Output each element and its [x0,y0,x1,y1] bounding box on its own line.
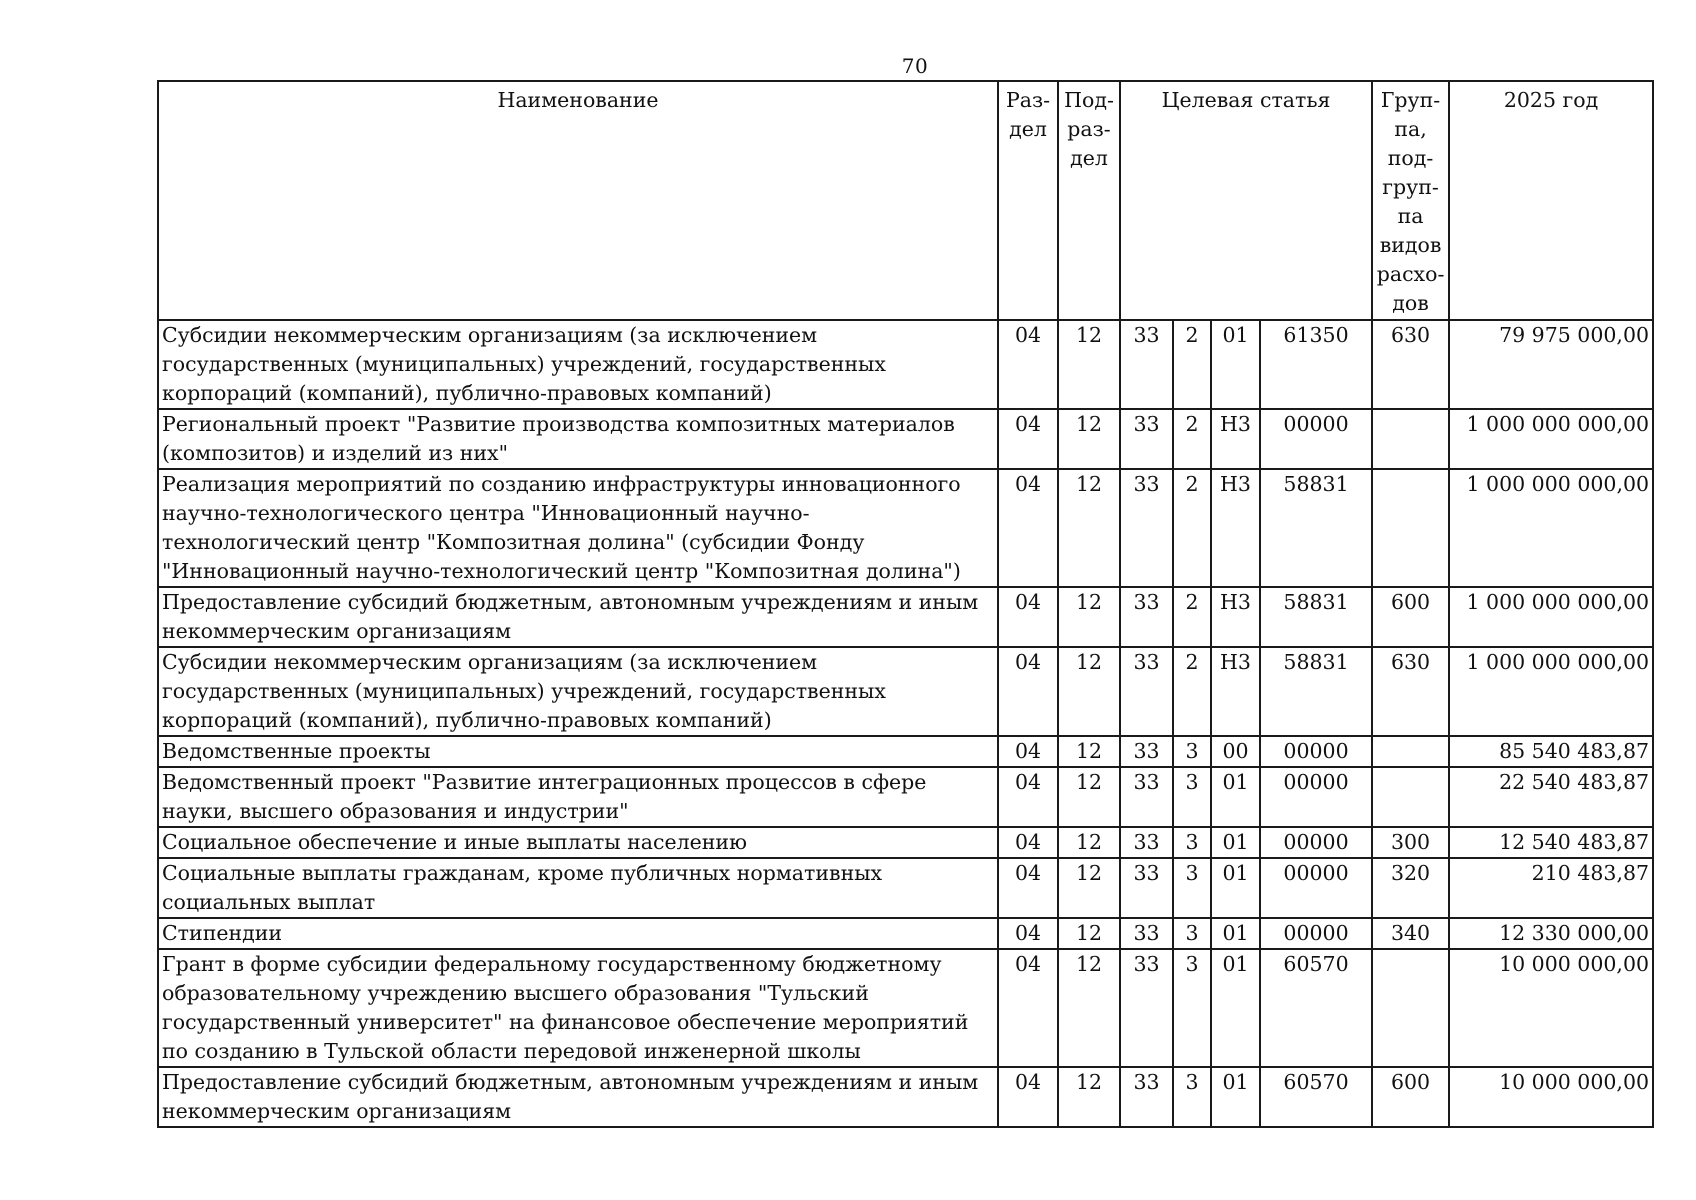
cell-amount: 12 540 483,87 [1449,827,1653,858]
cell-target-type: 2 [1173,409,1211,469]
cell-amount: 10 000 000,00 [1449,949,1653,1067]
cell-target-type: 3 [1173,736,1211,767]
cell-section: 04 [998,320,1058,409]
cell-section: 04 [998,736,1058,767]
cell-expense-group: 340 [1372,918,1449,949]
cell-name: Предоставление субсидий бюджетным, автономным учреждениям и иным некоммерческим организациям [158,1067,998,1127]
cell-expense-group: 320 [1372,858,1449,918]
cell-target-program: 33 [1120,469,1173,587]
table-row [158,827,1653,858]
cell-expense-group: 600 [1372,1067,1449,1127]
cell-target-project: 01 [1211,918,1260,949]
cell-name: Региональный проект "Развитие производства композитных материалов (композитов) и изделий из них" [158,409,998,469]
cell-target-direction: 58831 [1260,469,1372,587]
cell-name: Субсидии некоммерческим организациям (за исключением государственных (муниципальных) учреждений, государственных корпораций (компаний), публично-правовых компаний) [158,647,998,736]
budget-table [157,80,1654,1128]
table-row [158,858,1653,918]
cell-target-direction: 00000 [1260,918,1372,949]
cell-name: Грант в форме субсидии федеральному государственному бюджетному образовательному учреждению высшего образования "Тульский государственный университет" на финансовое обеспечение мероприятий по созданию в Тульской области передовой инженерной школы [158,949,998,1067]
header-expense-group: Груп- па, под- груп- па видов расхо- дов [1372,81,1449,320]
cell-section: 04 [998,409,1058,469]
cell-target-program: 33 [1120,409,1173,469]
cell-section: 04 [998,949,1058,1067]
table-header-row [158,81,1653,320]
cell-subsection: 12 [1058,736,1120,767]
cell-target-type: 3 [1173,858,1211,918]
cell-target-program: 33 [1120,918,1173,949]
cell-name: Ведомственные проекты [158,736,998,767]
cell-target-direction: 58831 [1260,647,1372,736]
cell-target-project: 01 [1211,1067,1260,1127]
cell-expense-group: 630 [1372,647,1449,736]
cell-subsection: 12 [1058,587,1120,647]
cell-section: 04 [998,918,1058,949]
cell-target-direction: 00000 [1260,827,1372,858]
cell-target-program: 33 [1120,949,1173,1067]
cell-subsection: 12 [1058,1067,1120,1127]
cell-target-type: 2 [1173,587,1211,647]
cell-target-program: 33 [1120,858,1173,918]
cell-name: Предоставление субсидий бюджетным, автономным учреждениям и иным некоммерческим организациям [158,587,998,647]
table-row [158,409,1653,469]
cell-target-type: 3 [1173,827,1211,858]
cell-amount: 1 000 000 000,00 [1449,647,1653,736]
cell-subsection: 12 [1058,949,1120,1067]
cell-target-project: 01 [1211,858,1260,918]
cell-amount: 22 540 483,87 [1449,767,1653,827]
cell-target-direction: 60570 [1260,949,1372,1067]
cell-subsection: 12 [1058,469,1120,587]
cell-target-project: Н3 [1211,587,1260,647]
cell-subsection: 12 [1058,858,1120,918]
cell-expense-group: 630 [1372,320,1449,409]
cell-amount: 210 483,87 [1449,858,1653,918]
table-row [158,320,1653,409]
cell-target-type: 3 [1173,918,1211,949]
cell-target-direction: 61350 [1260,320,1372,409]
cell-name: Стипендии [158,918,998,949]
cell-expense-group: 600 [1372,587,1449,647]
cell-expense-group [1372,949,1449,1067]
cell-target-program: 33 [1120,320,1173,409]
cell-target-project: Н3 [1211,469,1260,587]
cell-amount: 1 000 000 000,00 [1449,409,1653,469]
table-row [158,767,1653,827]
cell-target-type: 2 [1173,469,1211,587]
cell-target-type: 2 [1173,320,1211,409]
table-row [158,918,1653,949]
header-target-article: Целевая статья [1120,81,1372,320]
cell-section: 04 [998,767,1058,827]
cell-name: Социальные выплаты гражданам, кроме публичных нормативных социальных выплат [158,858,998,918]
table-row [158,469,1653,587]
cell-name: Реализация мероприятий по созданию инфраструктуры инновационного научно-технологического центра "Инновационный научно-технологический центр "Композитная долина" (субсидии Фонду "Инновационный научно-технологический центр "Композитная долина") [158,469,998,587]
header-year: 2025 год [1449,81,1653,320]
cell-target-type: 2 [1173,647,1211,736]
cell-target-direction: 00000 [1260,736,1372,767]
cell-target-program: 33 [1120,1067,1173,1127]
table-row [158,647,1653,736]
cell-target-program: 33 [1120,827,1173,858]
cell-amount: 79 975 000,00 [1449,320,1653,409]
cell-target-project: 01 [1211,320,1260,409]
cell-amount: 1 000 000 000,00 [1449,469,1653,587]
cell-target-project: 01 [1211,949,1260,1067]
cell-subsection: 12 [1058,647,1120,736]
page-number: 70 [901,54,929,78]
cell-expense-group [1372,409,1449,469]
table-row [158,949,1653,1067]
cell-name: Субсидии некоммерческим организациям (за исключением государственных (муниципальных) учреждений, государственных корпораций (компаний), публично-правовых компаний) [158,320,998,409]
header-subsection: Под- раз- дел [1058,81,1120,320]
header-section: Раз- дел [998,81,1058,320]
table-row [158,736,1653,767]
cell-target-program: 33 [1120,587,1173,647]
cell-target-project: Н3 [1211,409,1260,469]
cell-target-project: Н3 [1211,647,1260,736]
cell-target-program: 33 [1120,736,1173,767]
cell-target-project: 01 [1211,827,1260,858]
cell-expense-group: 300 [1372,827,1449,858]
cell-target-program: 33 [1120,767,1173,827]
cell-amount: 1 000 000 000,00 [1449,587,1653,647]
cell-target-project: 00 [1211,736,1260,767]
table-row [158,1067,1653,1127]
cell-expense-group [1372,767,1449,827]
cell-amount: 85 540 483,87 [1449,736,1653,767]
cell-name: Ведомственный проект "Развитие интеграционных процессов в сфере науки, высшего образования и индустрии" [158,767,998,827]
cell-subsection: 12 [1058,409,1120,469]
table-row [158,587,1653,647]
cell-subsection: 12 [1058,767,1120,827]
cell-amount: 12 330 000,00 [1449,918,1653,949]
cell-target-direction: 00000 [1260,409,1372,469]
cell-section: 04 [998,1067,1058,1127]
cell-section: 04 [998,647,1058,736]
cell-section: 04 [998,827,1058,858]
table-body [158,320,1653,1127]
cell-subsection: 12 [1058,320,1120,409]
cell-target-direction: 00000 [1260,767,1372,827]
cell-target-type: 3 [1173,1067,1211,1127]
cell-expense-group [1372,736,1449,767]
cell-amount: 10 000 000,00 [1449,1067,1653,1127]
cell-name: Социальное обеспечение и иные выплаты населению [158,827,998,858]
cell-subsection: 12 [1058,918,1120,949]
cell-target-direction: 60570 [1260,1067,1372,1127]
cell-target-direction: 00000 [1260,858,1372,918]
cell-subsection: 12 [1058,827,1120,858]
cell-target-project: 01 [1211,767,1260,827]
cell-expense-group [1372,469,1449,587]
cell-section: 04 [998,858,1058,918]
cell-section: 04 [998,469,1058,587]
cell-target-program: 33 [1120,647,1173,736]
cell-target-type: 3 [1173,767,1211,827]
header-name: Наименование [158,81,998,320]
cell-section: 04 [998,587,1058,647]
cell-target-type: 3 [1173,949,1211,1067]
cell-target-direction: 58831 [1260,587,1372,647]
